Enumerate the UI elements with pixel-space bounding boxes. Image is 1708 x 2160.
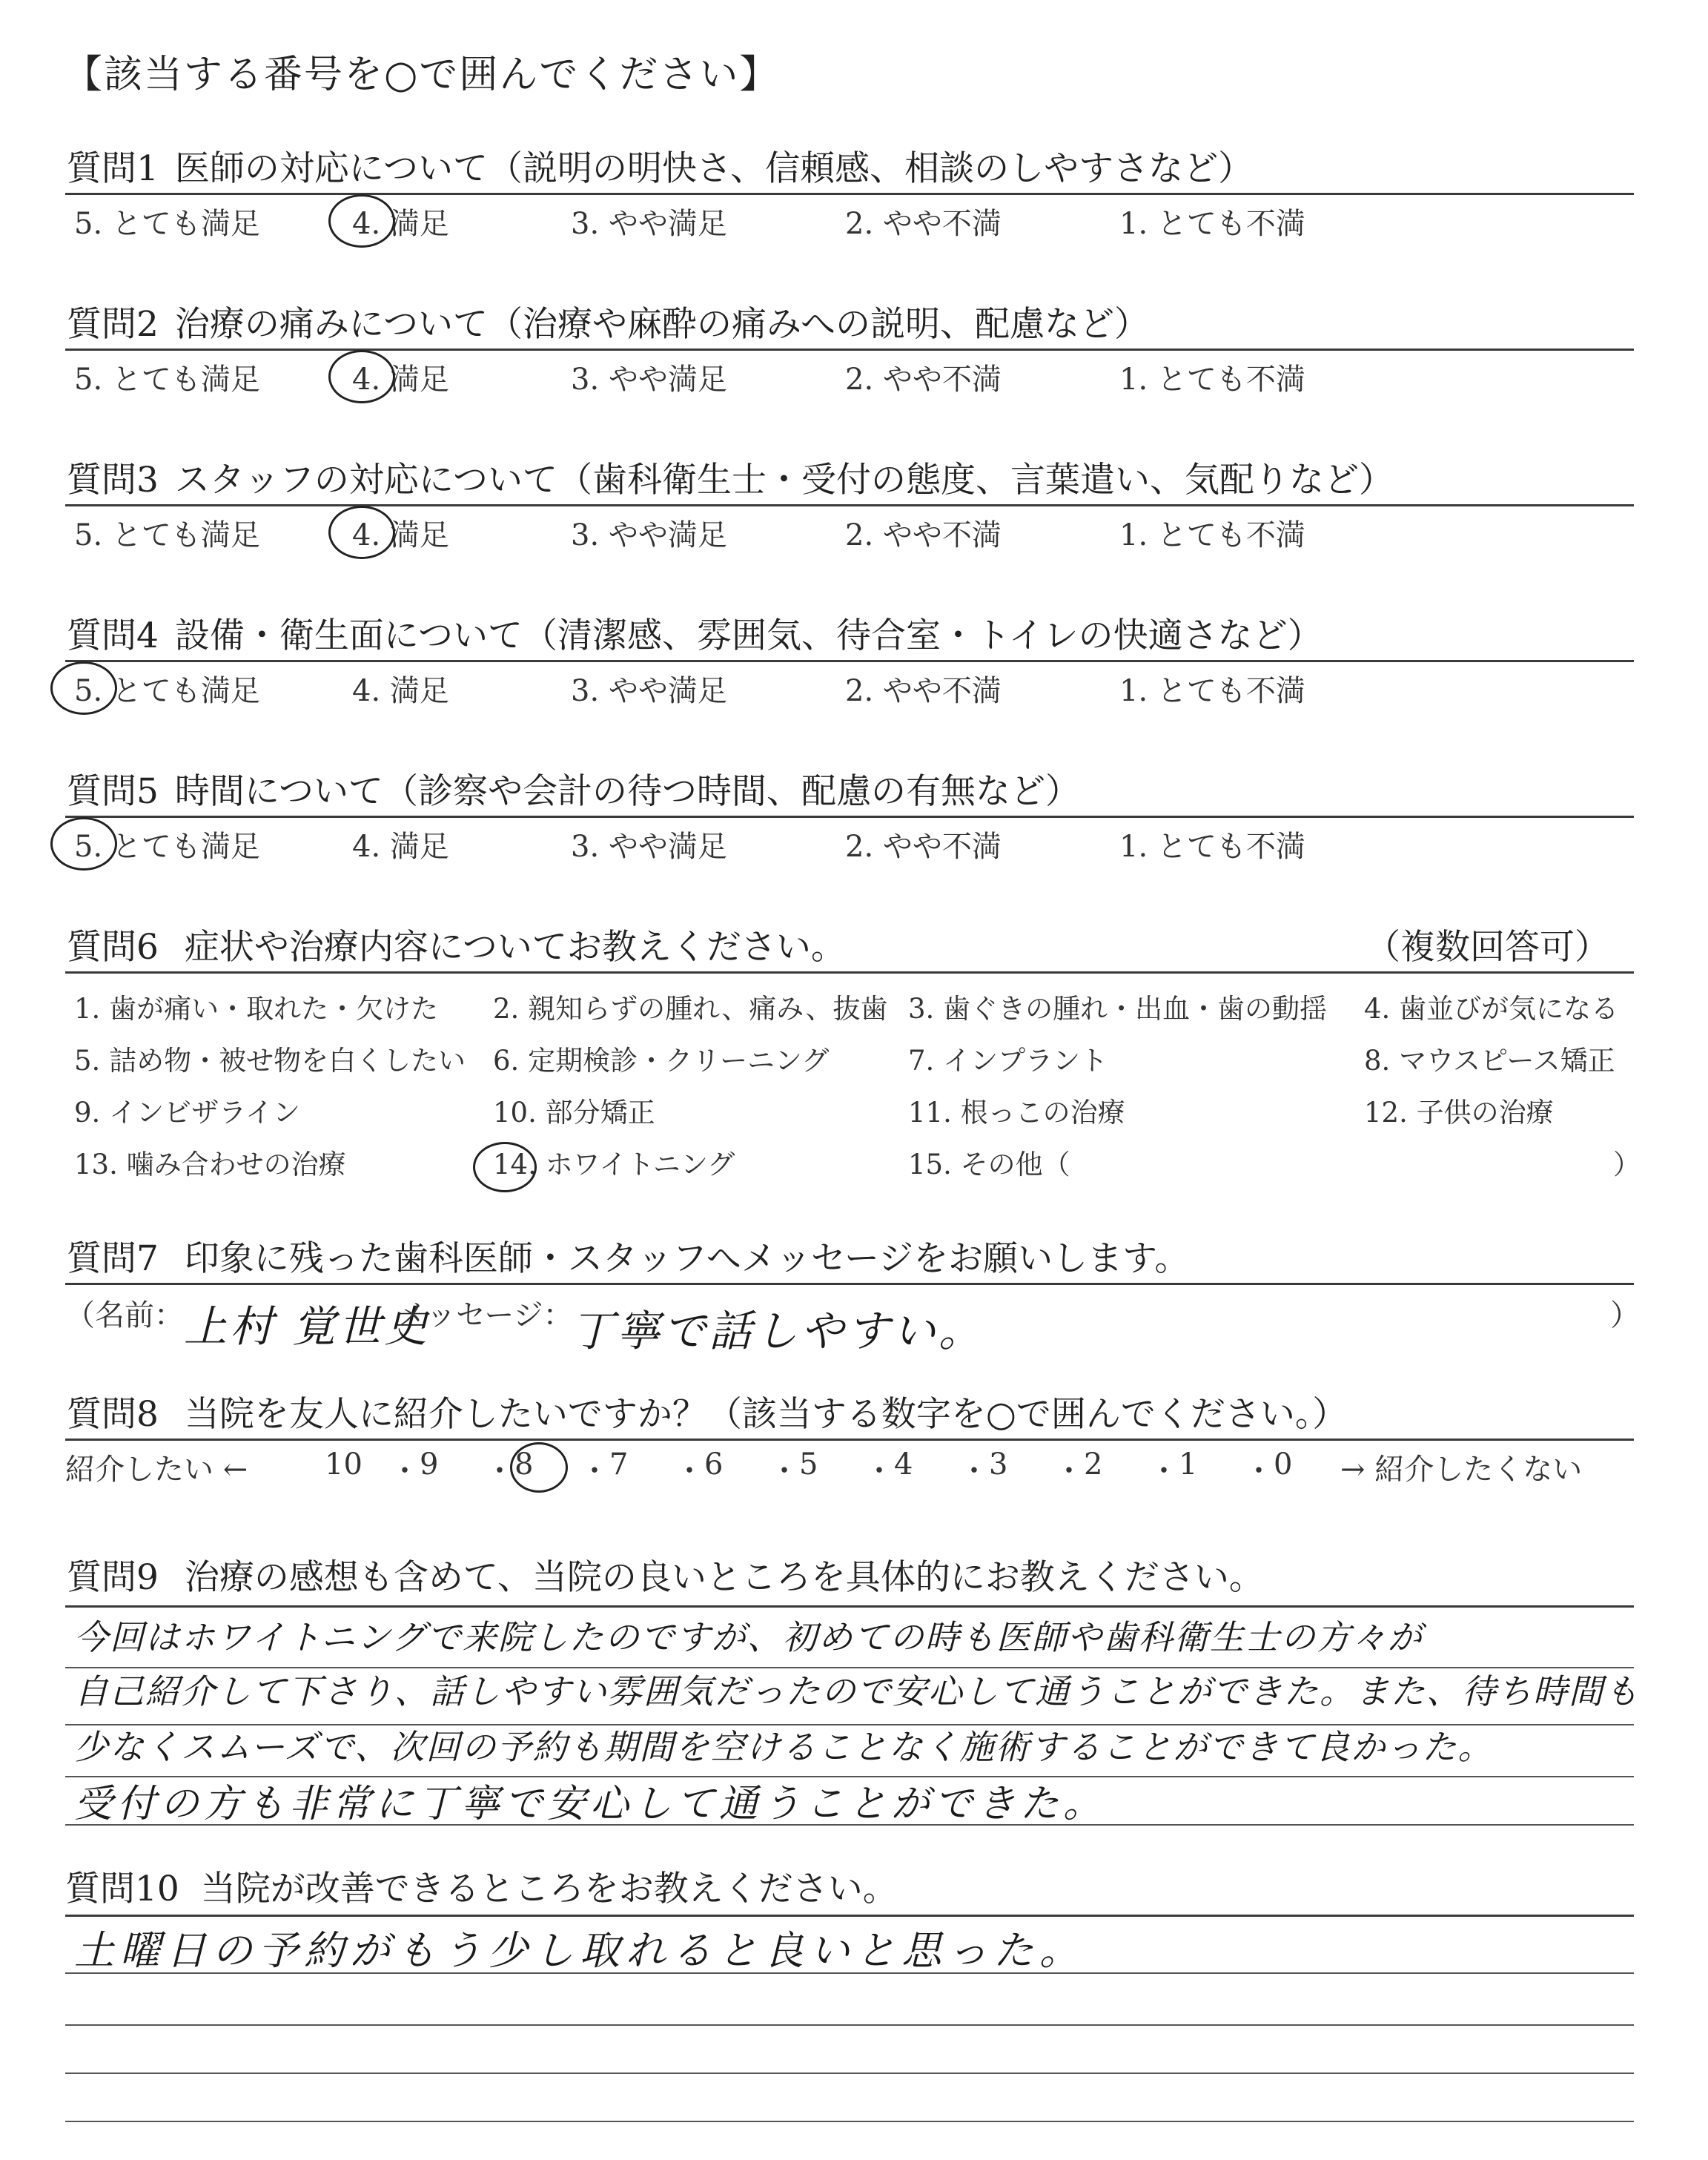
rating-option: 5. とても満足	[74, 363, 260, 397]
q6-title	[67, 919, 846, 969]
rating-option: 2. やや不満	[845, 830, 1002, 864]
q8-separator-dot: ・	[675, 1454, 704, 1488]
q9-line-rule	[65, 1824, 1634, 1826]
q7-message-handwritten: 丁寧で話しやすい。	[571, 1306, 985, 1356]
rating-option: 2. やや不満	[845, 363, 1002, 397]
rating-option: 3. やや満足	[571, 207, 727, 241]
question-title	[67, 608, 1323, 658]
q8-scale-number: 1	[1179, 1447, 1198, 1482]
rating-option: 3. やや満足	[571, 830, 727, 864]
question-title	[67, 764, 1080, 813]
page-title: 【該当する番号を○で囲んでください】	[64, 53, 780, 97]
rating-option: 1. とても不満	[1119, 518, 1305, 552]
q6-option: 13. 噛み合わせの治療	[74, 1149, 346, 1180]
rating-option: 1. とても不満	[1119, 674, 1305, 708]
q9-text: 治療の感想も含めて、当院の良いところを具体的にお教えください。	[184, 1557, 1264, 1598]
q6-option: ）	[1613, 1149, 1641, 1180]
rating-option: 2. やや不満	[845, 518, 1002, 552]
rating-option: 5. とても満足	[74, 830, 260, 864]
q6-note: （複数回答可）	[1366, 927, 1609, 968]
question-rule	[65, 349, 1634, 351]
q8-scale-number: 4	[894, 1447, 913, 1482]
q10-line-rule	[65, 2024, 1634, 2026]
q10-line-rule	[65, 2121, 1634, 2122]
q8-scale-number: 7	[609, 1447, 629, 1482]
q6-option: 4. 歯並びが気になる	[1364, 993, 1619, 1025]
q9-answer-line: 自己紹介して下さり、話しやすい雰囲気だったので安心して通うことができた。また、待ち時間も	[74, 1671, 1640, 1711]
q8-separator-dot: ・	[1149, 1454, 1179, 1488]
question-text: 医師の対応について（説明の明快さ、信頼感、相談のしやすさなど）	[174, 148, 1254, 189]
selected-rating-circle	[50, 661, 117, 715]
q6-option: 11. 根っこの治療	[908, 1097, 1125, 1129]
q9-answer-line: 受付の方も非常に丁寧で安心して通うことができた。	[74, 1782, 1107, 1826]
rating-option: 5. とても満足	[74, 674, 260, 708]
selected-rating-circle	[328, 194, 395, 248]
q8-title	[67, 1387, 1347, 1436]
q10-answer-line: 土曜日の予約がもう少し取れると良いと思った。	[74, 1927, 1085, 1974]
q9-label: 質問9	[67, 1557, 159, 1598]
question-label: 質問1	[67, 148, 159, 189]
rating-option: 5. とても満足	[74, 518, 260, 552]
q9-rule	[65, 1605, 1634, 1608]
q6-option: 2. 親知らずの腫れ、痛み、抜歯	[493, 993, 888, 1025]
question-label: 質問3	[67, 460, 159, 501]
q7-close-paren: ）	[1610, 1298, 1640, 1332]
q8-right-label: → 紹介したくない	[1340, 1453, 1583, 1487]
q8-separator-dot: ・	[1054, 1454, 1084, 1488]
selected-rating-circle	[328, 506, 395, 559]
q6-option: 1. 歯が痛い・取れた・欠けた	[74, 993, 439, 1025]
question-text: 時間について（診察や会計の待つ時間、配慮の有無など）	[174, 771, 1080, 812]
q7-label: 質問7	[67, 1238, 159, 1279]
rating-option: 3. やや満足	[571, 363, 727, 397]
q9-answer-line: 少なくスムーズで、次回の予約も期間を空けることなく施術することができて良かった。	[74, 1727, 1494, 1767]
q6-option: 9. インビザライン	[74, 1097, 300, 1129]
q6-option: 6. 定期検診・クリーニング	[493, 1045, 830, 1077]
rating-option: 4. 満足	[352, 674, 449, 708]
q8-scale-number: 9	[420, 1447, 439, 1482]
rating-option: 5. とても満足	[74, 207, 260, 241]
q8-text: 当院を友人に紹介したいですか？（該当する数字を○で囲んでください。）	[184, 1394, 1348, 1435]
q8-left-label: 紹介したい ←	[65, 1453, 248, 1487]
rating-option: 1. とても不満	[1119, 830, 1305, 864]
question-rule	[65, 504, 1634, 506]
q9-line-rule	[65, 1667, 1634, 1668]
q8-separator-dot: ・	[769, 1454, 799, 1488]
rating-option: 1. とても不満	[1119, 363, 1305, 397]
question-title	[67, 452, 1394, 502]
q6-option: 10. 部分矯正	[493, 1097, 655, 1129]
rating-option: 2. やや不満	[845, 674, 1002, 708]
rating-option: 3. やや満足	[571, 674, 727, 708]
question-text: スタッフの対応について（歯科衛生士・受付の態度、言葉遣い、気配りなど）	[174, 460, 1394, 501]
q8-rule	[65, 1439, 1634, 1441]
q7-title	[67, 1231, 1189, 1281]
question-rule	[65, 816, 1634, 818]
q6-option: 3. 歯ぐきの腫れ・出血・歯の動揺	[908, 993, 1328, 1025]
q8-separator-dot: ・	[959, 1454, 989, 1488]
q10-text: 当院が改善できるところをお教えください。	[200, 1869, 898, 1909]
rating-option: 1. とても不満	[1119, 207, 1305, 241]
question-title	[67, 297, 1149, 346]
q8-separator-dot: ・	[485, 1454, 514, 1488]
q8-scale-number: 10	[325, 1447, 363, 1482]
q8-separator-dot: ・	[1244, 1454, 1274, 1488]
q8-separator-dot: ・	[864, 1454, 894, 1488]
question-text: 治療の痛みについて（治療や麻酔の痛みへの説明、配慮など）	[174, 304, 1150, 345]
q7-text: 印象に残った歯科医師・スタッフへメッセージをお願いします。	[184, 1238, 1190, 1279]
rating-option: 4. 満足	[352, 207, 449, 241]
rating-option: 4. 満足	[352, 363, 449, 397]
q6-option: 14. ホワイトニング	[493, 1149, 735, 1180]
q10-line-rule	[65, 2073, 1634, 2074]
q10-label: 質問10	[65, 1869, 179, 1909]
q9-title	[67, 1550, 1264, 1599]
q7-rule	[65, 1283, 1634, 1285]
q6-option: 8. マウスピース矯正	[1364, 1045, 1615, 1077]
q6-label: 質問6	[67, 927, 159, 968]
rating-option: 4. 満足	[352, 830, 449, 864]
q6-rule	[65, 971, 1634, 974]
question-label: 質問4	[67, 615, 159, 656]
q10-title	[65, 1861, 898, 1911]
question-rule	[65, 660, 1634, 662]
rating-option: 3. やや満足	[571, 518, 727, 552]
q10-rule	[65, 1915, 1634, 1917]
q8-scale-number: 0	[1274, 1447, 1293, 1482]
question-label: 質問2	[67, 304, 159, 345]
rating-option: 2. やや不満	[845, 207, 1002, 241]
q7-name-label: （名前：	[65, 1298, 184, 1332]
q6-option: 15. その他（	[908, 1149, 1070, 1180]
q7-message-label: メッセージ：	[397, 1298, 573, 1332]
q9-line-rule	[65, 1724, 1634, 1725]
selected-rating-circle	[50, 817, 117, 871]
q8-scale-number: 3	[989, 1447, 1008, 1482]
question-label: 質問5	[67, 771, 159, 812]
question-text: 設備・衛生面について（清潔感、雰囲気、待合室・トイレの快適さなど）	[174, 615, 1323, 656]
q8-label: 質問8	[67, 1394, 159, 1435]
q8-scale-number: 5	[799, 1447, 818, 1482]
q8-separator-dot: ・	[390, 1454, 420, 1488]
q6-option: 7. インプラント	[908, 1045, 1108, 1077]
q9-line-rule	[65, 1776, 1634, 1777]
question-title	[67, 141, 1253, 191]
q10-line-rule	[65, 1972, 1634, 1974]
q6-option: 5. 詰め物・被せ物を白くしたい	[74, 1045, 466, 1077]
q8-selected-circle	[510, 1442, 568, 1493]
q6-option: 12. 子供の治療	[1364, 1097, 1554, 1129]
rating-option: 4. 満足	[352, 518, 449, 552]
q8-scale-number: 6	[704, 1447, 724, 1482]
q6-text: 症状や治療内容についてお教えください。	[184, 927, 846, 968]
question-rule	[65, 193, 1634, 195]
q7-name-handwritten: 上村 覚世史	[184, 1301, 431, 1352]
q8-scale-number: 2	[1084, 1447, 1103, 1482]
q6-selected-circle	[473, 1142, 537, 1192]
q8-scale-number: 8	[514, 1447, 534, 1482]
selected-rating-circle	[328, 350, 395, 403]
q8-separator-dot: ・	[580, 1454, 609, 1488]
q9-answer-line: 今回はホワイトニングで来院したのですが、初めての時も医師や歯科衛生士の方々が	[74, 1617, 1423, 1657]
